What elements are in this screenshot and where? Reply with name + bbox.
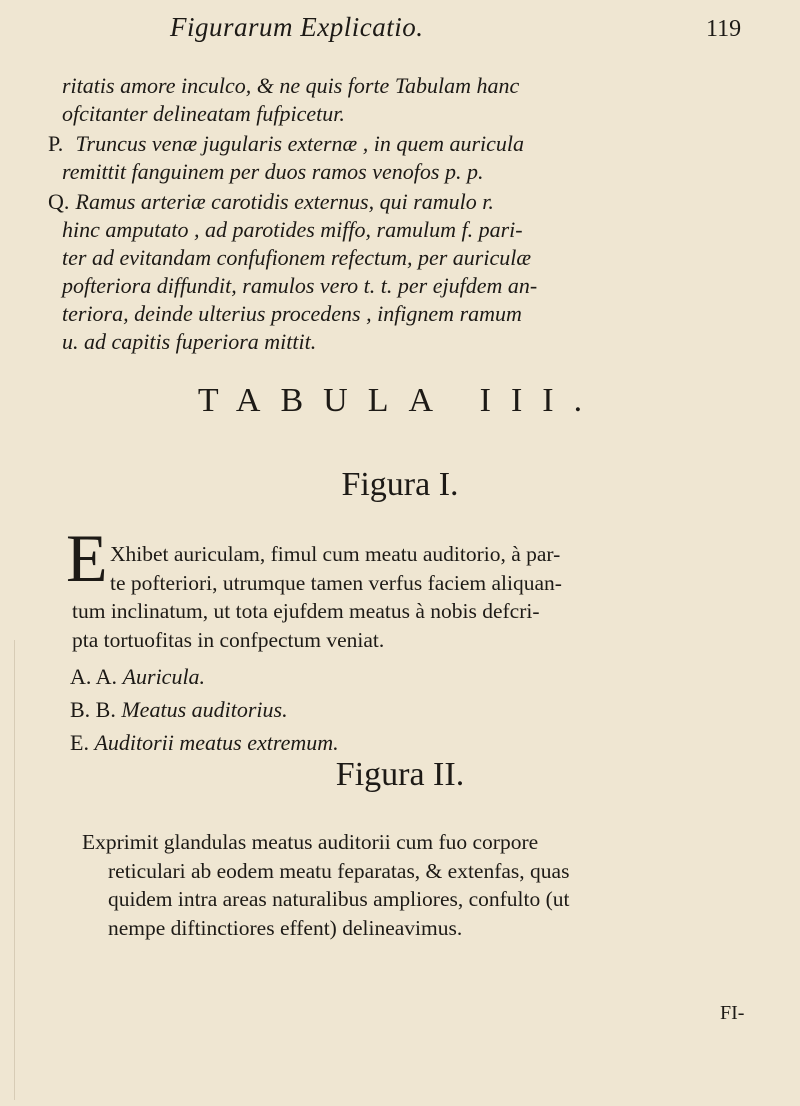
- text-line: u. ad capitis fuperiora mittit.: [62, 329, 317, 354]
- text-line: ter ad evitandam confufionem refectum, per auriculæ: [62, 245, 532, 270]
- figure-heading: Figura II.: [335, 756, 465, 793]
- intro-paragraph: [62, 72, 662, 128]
- text-line: ritatis amore inculco, & ne quis forte Tabulam hanc: [62, 73, 520, 98]
- page-edge-shadow: [14, 640, 15, 1100]
- text-line: nempe diftinctiores effent) delineavimus.: [108, 915, 463, 940]
- figure-1-description: [72, 540, 710, 654]
- text-line: pta tortuofitas in confpectum veniat.: [72, 627, 385, 652]
- entry-q: [48, 188, 648, 356]
- legend-item: [70, 726, 339, 759]
- text-line: pofteriora diffundit, ramulos vero t. t. per ejufdem an-: [62, 273, 538, 298]
- text-line: Xhibet auriculam, fimul cum meatu auditorio, à par-: [110, 542, 561, 566]
- text-line: te pofteriori, utrumque tamen verfus faciem aliquan-: [110, 570, 562, 595]
- figure-2-description: [82, 828, 682, 942]
- section-title: TABULA III.: [197, 382, 603, 419]
- text-line: ofcitanter delineatam fufpicetur.: [62, 101, 345, 126]
- running-title: Figurarum Explicatio.: [170, 12, 424, 42]
- page-header: [0, 12, 800, 52]
- text-line: quidem intra areas naturalibus ampliores, confulto (ut: [108, 887, 570, 911]
- entry-p: [48, 130, 648, 186]
- legend-text: Auditorii meatus extremum.: [94, 730, 339, 755]
- text-line: Ramus arteriæ carotidis externus, qui ramulo r.: [75, 189, 494, 214]
- drop-capital: E: [66, 520, 108, 596]
- legend-key: A. A.: [70, 664, 118, 689]
- legend-text: Auricula.: [122, 664, 206, 689]
- legend-item: [70, 660, 339, 693]
- catchword: FI-: [720, 1002, 745, 1024]
- figure-1-legend: [70, 660, 339, 759]
- text-line: remittit fanguinem per duos ramos venofos p. p.: [62, 159, 484, 184]
- legend-text: Meatus auditorius.: [121, 697, 288, 722]
- text-line: Exprimit glandulas meatus auditorii cum fuo corpore: [82, 830, 539, 854]
- legend-key: B. B.: [70, 697, 116, 722]
- text-line: tum inclinatum, ut tota ejufdem meatus à nobis defcri-: [72, 599, 540, 623]
- page-number: 119: [706, 16, 742, 42]
- legend-item: [70, 693, 339, 726]
- text-line: teriora, deinde ulterius procedens , infignem ramum: [62, 301, 522, 326]
- legend-key: E.: [70, 730, 89, 755]
- entry-key: Q.: [48, 189, 70, 214]
- entry-key: P.: [48, 131, 64, 156]
- figure-heading: Figura I.: [341, 466, 459, 503]
- text-line: Truncus venæ jugularis externæ , in quem auricula: [75, 131, 525, 156]
- text-line: hinc amputato , ad parotides miffo, ramulum f. pari-: [62, 217, 523, 242]
- text-line: reticulari ab eodem meatu feparatas, & extenfas, quas: [108, 858, 570, 883]
